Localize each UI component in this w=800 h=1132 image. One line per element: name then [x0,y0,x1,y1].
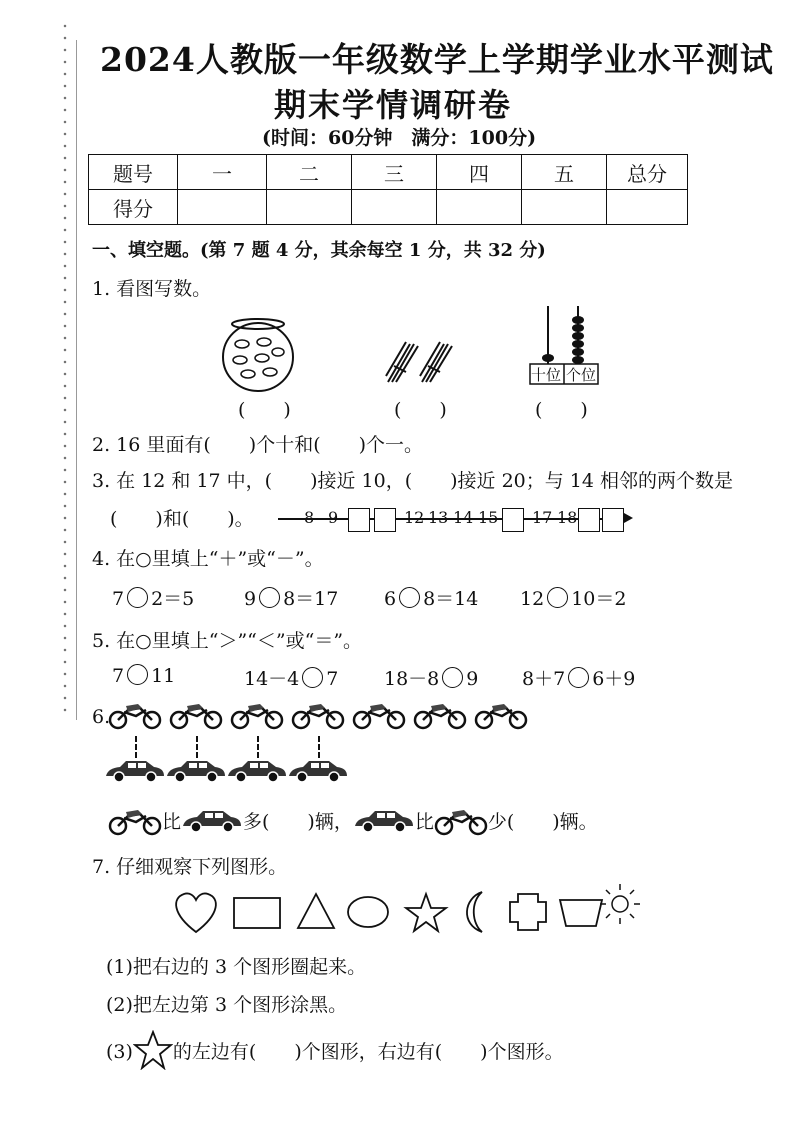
score-cell: 一 [178,155,267,190]
star-icon [133,1030,173,1070]
exam-info: (时间：60分钟 满分：100分) [262,127,537,149]
question-4-label: 4. 在○里填上“＋”或“－”。 [92,548,324,570]
car-icon [353,808,415,834]
motorcycle-icon [291,700,345,734]
oval-icon [348,897,388,927]
number-line-tick: 18 [557,508,578,527]
abacus-label-tens: 十位 [531,366,562,384]
operand: 7 [326,668,339,690]
number-line-tick: 9 [328,508,339,527]
cross-shape-icon [510,894,546,930]
abacus-label-ones: 个位 [566,366,597,384]
matching-lines [108,734,538,760]
text-duo: 多( )辆， [243,811,353,833]
comparison-item [244,664,338,691]
operand: 12 [520,588,545,610]
motorcycle-row [108,700,538,734]
number-line-tick: 8 [304,508,315,527]
question-1-label: 1. 看图写数。 [92,278,212,300]
text-bi: 比 [162,811,182,833]
operand: 2＝5 [151,588,195,610]
rectangle-icon [234,898,280,928]
heart-icon [176,893,216,932]
section-heading: 一、填空题。(第 7 题 4 分，其余每空 1 分，共 32 分) [92,240,546,261]
score-cell: 四 [437,155,522,190]
arrow-right-icon [624,513,633,523]
car-row [108,758,408,788]
sun-icon [600,884,640,924]
answer-circle[interactable] [302,667,323,688]
matching-dashed-line [318,736,320,758]
question-7-label: 7. 仔细观察下列图形。 [92,856,288,878]
question-6-label: 6. [92,706,111,728]
answer-circle[interactable] [127,664,148,685]
question-5-label: 5. 在○里填上“＞”“＜”或“＝”。 [92,630,363,652]
operand: 9 [466,668,479,690]
number-line-blank-box[interactable] [374,508,396,532]
motorcycle-icon [169,700,223,734]
page-subtitle: 期末学情调研卷 [274,86,513,124]
question-7-sub1: (1)把右边的 3 个图形圈起来。 [106,956,367,978]
score-table-header-row [89,155,688,190]
number-line [278,508,634,542]
text-bi: 比 [414,811,434,833]
score-input-cell[interactable] [607,190,688,225]
matching-dashed-line [135,736,137,758]
car-icon [181,808,243,834]
motorcycle-icon [352,700,406,730]
stick-bundles-icon [384,340,454,386]
motorcycle-icon [352,700,406,734]
equation-item [520,584,626,611]
text-shao: 少( )辆。 [487,811,598,833]
answer-blank[interactable]: ( ) [535,399,588,421]
operand: 6＋9 [592,668,636,690]
operand: 14－4 [244,668,300,690]
motorcycle-icon [291,700,345,730]
operand: 7 [112,665,125,687]
motorcycle-icon [474,700,528,734]
score-cell: 五 [522,155,607,190]
score-cell: 总分 [607,155,688,190]
number-line-tick: 13 [428,508,449,527]
page-title: 2024人教版一年级数学上学期学业水平测试 [100,40,774,79]
comparison-item [522,664,635,691]
answer-circle[interactable] [399,587,420,608]
number-line-blank-box[interactable] [348,508,370,532]
car-icon [226,758,288,788]
score-input-cell[interactable] [178,190,267,225]
answer-blank[interactable]: ( ) [238,399,291,421]
number-line-blank-box[interactable] [578,508,600,532]
motorcycle-icon [108,700,162,730]
car-icon [104,758,166,788]
star-icon [406,894,446,931]
operand: 6 [384,588,397,610]
score-cell: 三 [352,155,437,190]
score-table-score-row [89,190,688,225]
answer-circle[interactable] [127,587,148,608]
score-input-cell[interactable] [267,190,352,225]
fishbowl-icon [220,312,296,394]
score-input-cell[interactable] [437,190,522,225]
question-7-sub3 [106,1030,564,1070]
motorcycle-icon [169,700,223,730]
binding-margin-dots [62,20,76,720]
car-icon [165,758,227,788]
sub3-text: 的左边有( )个图形，右边有( )个图形。 [172,1041,564,1063]
shapes-row [170,884,650,940]
number-line-tick: 15 [478,508,499,527]
question-6-sentence [108,806,598,836]
score-cell: 得分 [89,190,178,225]
motorcycle-icon [413,700,467,734]
motorcycle-icon [108,700,162,734]
score-cell: 二 [267,155,352,190]
number-line-blank-box[interactable] [602,508,624,532]
motorcycle-icon [230,700,284,734]
score-input-cell[interactable] [352,190,437,225]
question-2: 2. 16 里面有( )个十和( )个一。 [92,434,424,456]
answer-circle[interactable] [442,667,463,688]
car-icon [226,758,288,784]
answer-circle[interactable] [259,587,280,608]
number-line-tick: 17 [532,508,553,527]
score-cell: 题号 [89,155,178,190]
number-line-tick: 12 [404,508,425,527]
motorcycle-icon [413,700,467,730]
comparison-item [384,664,478,691]
operand: 11 [151,665,176,687]
score-input-cell[interactable] [522,190,607,225]
operand: 7 [112,588,125,610]
question-7-sub2: (2)把左边第 3 个图形涂黑。 [106,994,348,1016]
equation-item [384,584,478,611]
trapezoid-icon [560,900,602,926]
matching-dashed-line [257,736,259,758]
motorcycle-icon [434,806,488,836]
operand: 18－8 [384,668,440,690]
number-line-blank-box[interactable] [502,508,524,532]
comparison-item [112,664,175,687]
triangle-icon [298,894,334,928]
binding-margin-line [76,40,77,720]
sub3-prefix: (3) [106,1041,133,1063]
crescent-icon [467,892,482,932]
number-line-tick: 14 [453,508,474,527]
matching-dashed-line [196,736,198,758]
operand: 9 [244,588,257,610]
car-icon [104,758,166,784]
operand: 8＋7 [522,668,566,690]
answer-circle[interactable] [568,667,589,688]
operand: 8＝17 [283,588,339,610]
car-icon [287,758,349,784]
car-icon [287,758,349,788]
answer-blank[interactable]: ( ) [394,399,447,421]
car-icon [165,758,227,784]
operand: 8＝14 [423,588,479,610]
motorcycle-icon [474,700,528,730]
question-3-line2: ( )和( )。 [110,508,254,530]
score-table [88,154,688,225]
motorcycle-icon [230,700,284,730]
question-3-line1: 3. 在 12 和 17 中，( )接近 10，( )接近 20；与 14 相邻的两个数是 [92,470,734,492]
equation-item [112,584,194,611]
answer-circle[interactable] [547,587,568,608]
operand: 10＝2 [571,588,627,610]
equation-item [244,584,338,611]
motorcycle-icon [108,806,162,836]
